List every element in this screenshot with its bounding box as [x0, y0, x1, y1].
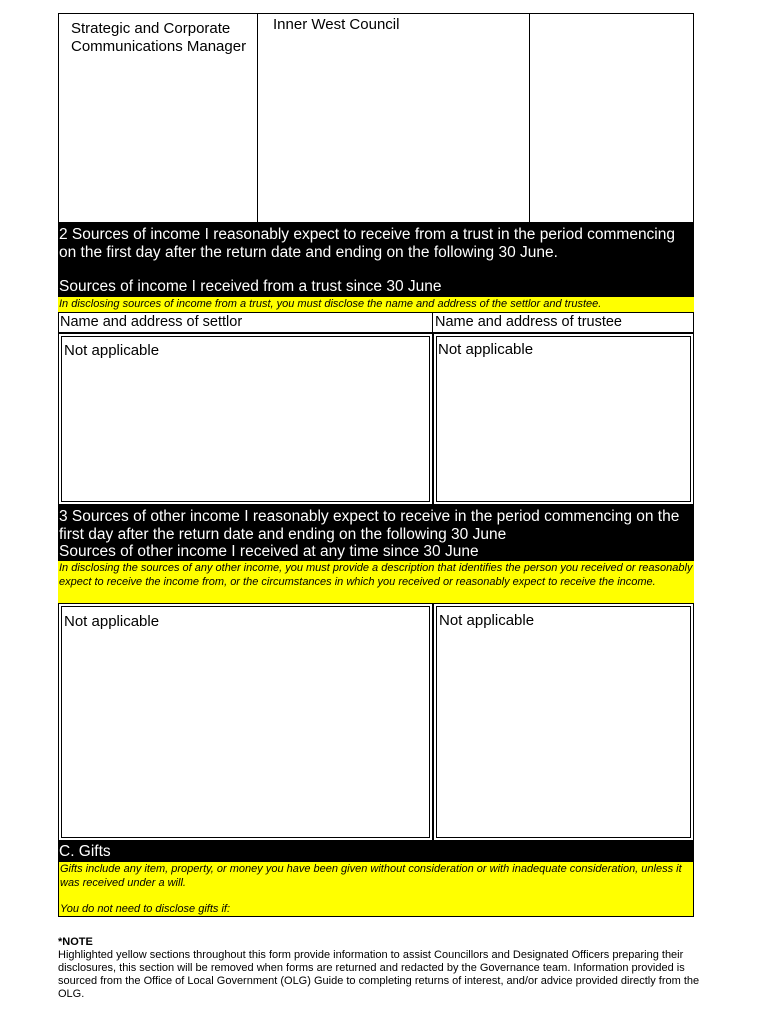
other-income-left-field[interactable] [58, 603, 433, 841]
section-3-header [58, 505, 694, 561]
section-c-guidance-text: Gifts include any item, property, or money you have been given without consideration or with inadequate consideration, unless it was received under a will. [60, 863, 682, 889]
section-2-header [58, 223, 694, 297]
trustee-column-header: Name and address of trustee [435, 314, 622, 330]
section-c-guidance [58, 862, 694, 917]
note-body: Highlighted yellow sections throughout this form provide information to assist Councillors and Designated Officers preparing their disclosures, this section will be removed when forms are returned and redacted by the Governance team. Information provided is sourced from the Office of Local Government (OLG) Guide to completing returns of interest, and/or advice provided directly from the OLG. [58, 949, 700, 1000]
settlor-column-header: Name and address of settlor [60, 314, 243, 330]
section-2-heading: 2 Sources of income I reasonably expect to receive from a trust in the period commencing on the first day after the return date and ending on the following 30 June. [59, 226, 675, 261]
section-3-heading: 3 Sources of other income I reasonably expect to receive in the period commencing on the first day after the return date and ending on the following 30 June [59, 508, 680, 543]
employer-name: Inner West Council [273, 16, 400, 33]
trustee-field[interactable] [433, 333, 694, 505]
other-income-right-field[interactable] [433, 603, 694, 841]
position-title: Strategic and Corporate Communications Manager [71, 20, 247, 55]
section-c-guidance-exempt: You do not need to disclose gifts if: [60, 903, 231, 915]
other-income-right-value: Not applicable [439, 612, 535, 629]
settlor-value: Not applicable [64, 342, 160, 359]
section-2-col-divider [432, 312, 433, 333]
section-2-guidance: In disclosing sources of income from a trust, you must disclose the name and address of the settlor and trustee. [58, 297, 694, 312]
section-3-subheading: Sources of other income I received at any time since 30 June [59, 543, 479, 560]
settlor-field[interactable] [58, 333, 433, 505]
other-income-left-value: Not applicable [64, 613, 160, 630]
top-row-divider-2 [529, 13, 530, 223]
section-3-guidance: In disclosing the sources of any other income, you must provide a description that identifies the person you received or reasonably expect to receive the income from, or the circumstances in which you received or reasonably expect to receive the income. [58, 561, 694, 603]
trustee-value: Not applicable [438, 341, 534, 358]
note-title: *NOTE [58, 936, 93, 948]
section-2-subheading: Sources of income I received from a trust since 30 June [59, 278, 442, 295]
section-c-header: C. Gifts [58, 841, 694, 862]
top-row-divider-1 [257, 13, 258, 223]
